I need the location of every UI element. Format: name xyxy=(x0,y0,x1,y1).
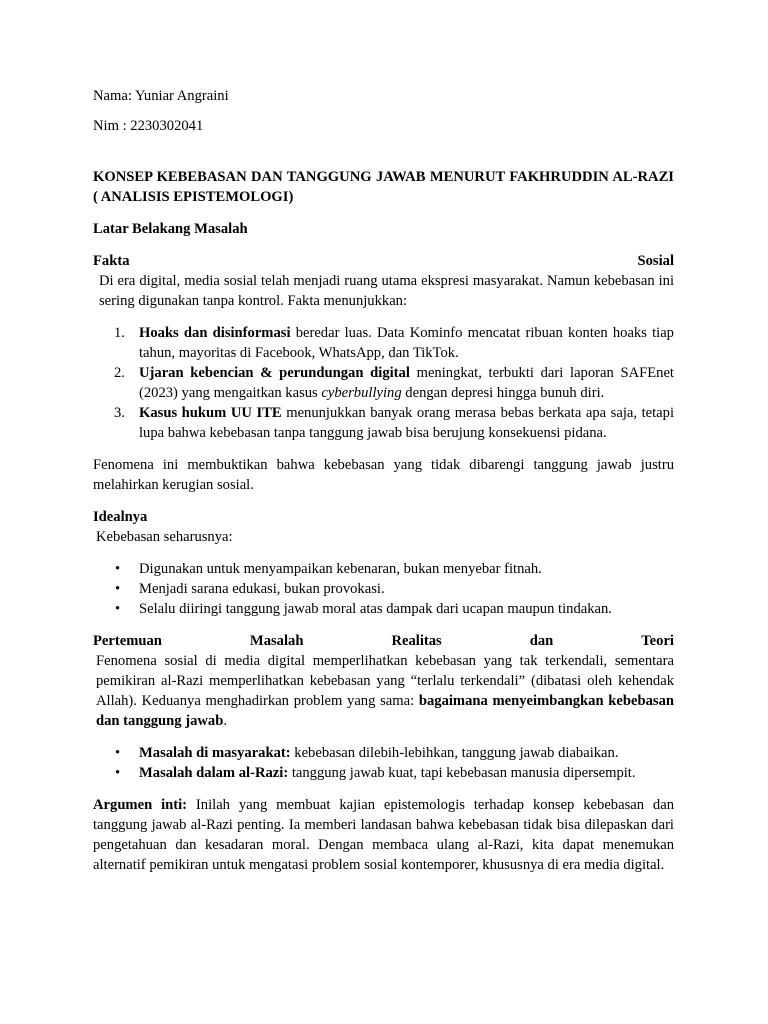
list-item-bold: Hoaks dan disinformasi xyxy=(139,325,291,341)
list-item-text: kebebasan dilebih-lebihkan, tanggung jawab diabaikan. xyxy=(290,745,619,761)
fenomena-paragraph: Fenomena ini membuktikan bahwa kebebasan yang tidak dibarengi tanggung jawab justru melahirkan kerugian sosial. xyxy=(93,457,674,493)
bullet-icon: • xyxy=(115,765,121,781)
heading-word: Pertemuan xyxy=(93,633,162,649)
list-item xyxy=(93,559,674,579)
pertemuan-paragraph xyxy=(93,651,674,731)
paragraph-end: . xyxy=(223,713,227,729)
bullet-icon: • xyxy=(115,745,121,761)
argumen-text: Inilah yang membuat kajian epistemologis terhadap konsep kebebasan dan tanggung jawab al-Razi penting. Ia memberi landasan bahwa kebebasan tidak bisa dilepaskan dari pengetahuan dan kesadaran moral. Dengan membaca ulang al-Razi, kita dapat menemukan alternatif pemikiran untuk mengatasi problem sosial kontemporer, khususnya di era media digital. xyxy=(93,797,674,873)
list-item-text: Menjadi sarana edukasi, bukan provokasi. xyxy=(139,581,385,597)
heading-word: Masalah xyxy=(249,633,304,649)
section-heading-latar-belakang: Latar Belakang Masalah xyxy=(93,221,248,237)
list-item xyxy=(93,599,674,619)
heading-word: Realitas xyxy=(391,633,442,649)
argumen-paragraph xyxy=(93,795,674,875)
paragraph-bold: bagaimana menyeimbangkan kebebasan dan tanggung jawab xyxy=(96,693,674,729)
fakta-numbered-list xyxy=(93,323,674,443)
paragraph-text: Fenomena sosial di media digital memperlihatkan kebebasan yang tak terkendali, sementara pemikiran al-Razi memperlihatkan kebebasan yang “terlalu terkendali” (dibatasi oleh kehendak Allah). Keduanya menghadirkan problem yang sama: xyxy=(96,653,674,709)
idealnya-bullet-list xyxy=(93,559,674,619)
masalah-bullet-list xyxy=(93,743,674,783)
document-title: KONSEP KEBEBASAN DAN TANGGUNG JAWAB MENURUT FAKHRUDDIN AL-RAZI ( ANALISIS EPISTEMOLOGI) xyxy=(93,169,674,205)
list-item-italic: cyberbullying xyxy=(321,385,402,401)
list-number: 3. xyxy=(114,405,125,421)
document-page xyxy=(93,86,674,875)
list-item-text: dengan depresi hingga bunuh diri. xyxy=(401,385,605,401)
list-item-text: beredar luas. Data Kominfo mencatat ribuan konten hoaks tiap tahun, mayoritas di Facebook, WhatsApp, dan TikTok. xyxy=(139,325,674,361)
bullet-icon: • xyxy=(115,601,121,617)
bullet-icon: • xyxy=(115,561,121,577)
idealnya-intro: Kebebasan seharusnya: xyxy=(96,529,233,545)
list-item-bold: Masalah di masyarakat: xyxy=(139,745,291,761)
fakta-sosial-heading xyxy=(93,251,674,271)
student-id: Nim : 2230302041 xyxy=(93,118,204,134)
argumen-label: Argumen inti: xyxy=(93,797,188,813)
fakta-heading-right: Sosial xyxy=(637,253,674,269)
list-item-text: menunjukkan banyak orang merasa bebas berkata apa saja, tetapi lupa bahwa kebebasan tanpa tanggung jawab bisa berujung konsekuensi pidana. xyxy=(139,405,674,441)
list-item-text: tanggung jawab kuat, tapi kebebasan manusia dipersempit. xyxy=(288,765,636,781)
list-item-bold: Masalah dalam al-Razi: xyxy=(139,765,289,781)
list-item xyxy=(93,763,674,783)
list-item-text: meningkat, terbukti dari laporan SAFEnet (2023) yang mengaitkan kasus xyxy=(139,365,674,401)
list-number: 2. xyxy=(114,365,125,381)
list-item-bold: Kasus hukum UU ITE xyxy=(139,405,282,421)
list-item-text: Digunakan untuk menyampaikan kebenaran, bukan menyebar fitnah. xyxy=(139,561,542,577)
list-item xyxy=(93,323,674,363)
list-item xyxy=(93,743,674,763)
bullet-icon: • xyxy=(115,581,121,597)
fakta-heading-left: Fakta xyxy=(93,253,130,269)
pertemuan-heading xyxy=(93,631,674,651)
list-item-bold: Ujaran kebencian & perundungan digital xyxy=(139,365,410,381)
list-item xyxy=(93,403,674,443)
list-number: 1. xyxy=(114,325,125,341)
student-name: Nama: Yuniar Angraini xyxy=(93,88,229,104)
list-item xyxy=(93,363,674,403)
list-item-text: Selalu diiringi tanggung jawab moral atas dampak dari ucapan maupun tindakan. xyxy=(139,601,612,617)
heading-word: Teori xyxy=(641,633,674,649)
heading-word: dan xyxy=(529,633,554,649)
fakta-intro-paragraph: Di era digital, media sosial telah menjadi ruang utama ekspresi masyarakat. Namun kebebasan ini sering digunakan tanpa kontrol. Fakta menunjukkan: xyxy=(99,273,674,309)
list-item xyxy=(93,579,674,599)
section-heading-idealnya: Idealnya xyxy=(93,509,148,525)
